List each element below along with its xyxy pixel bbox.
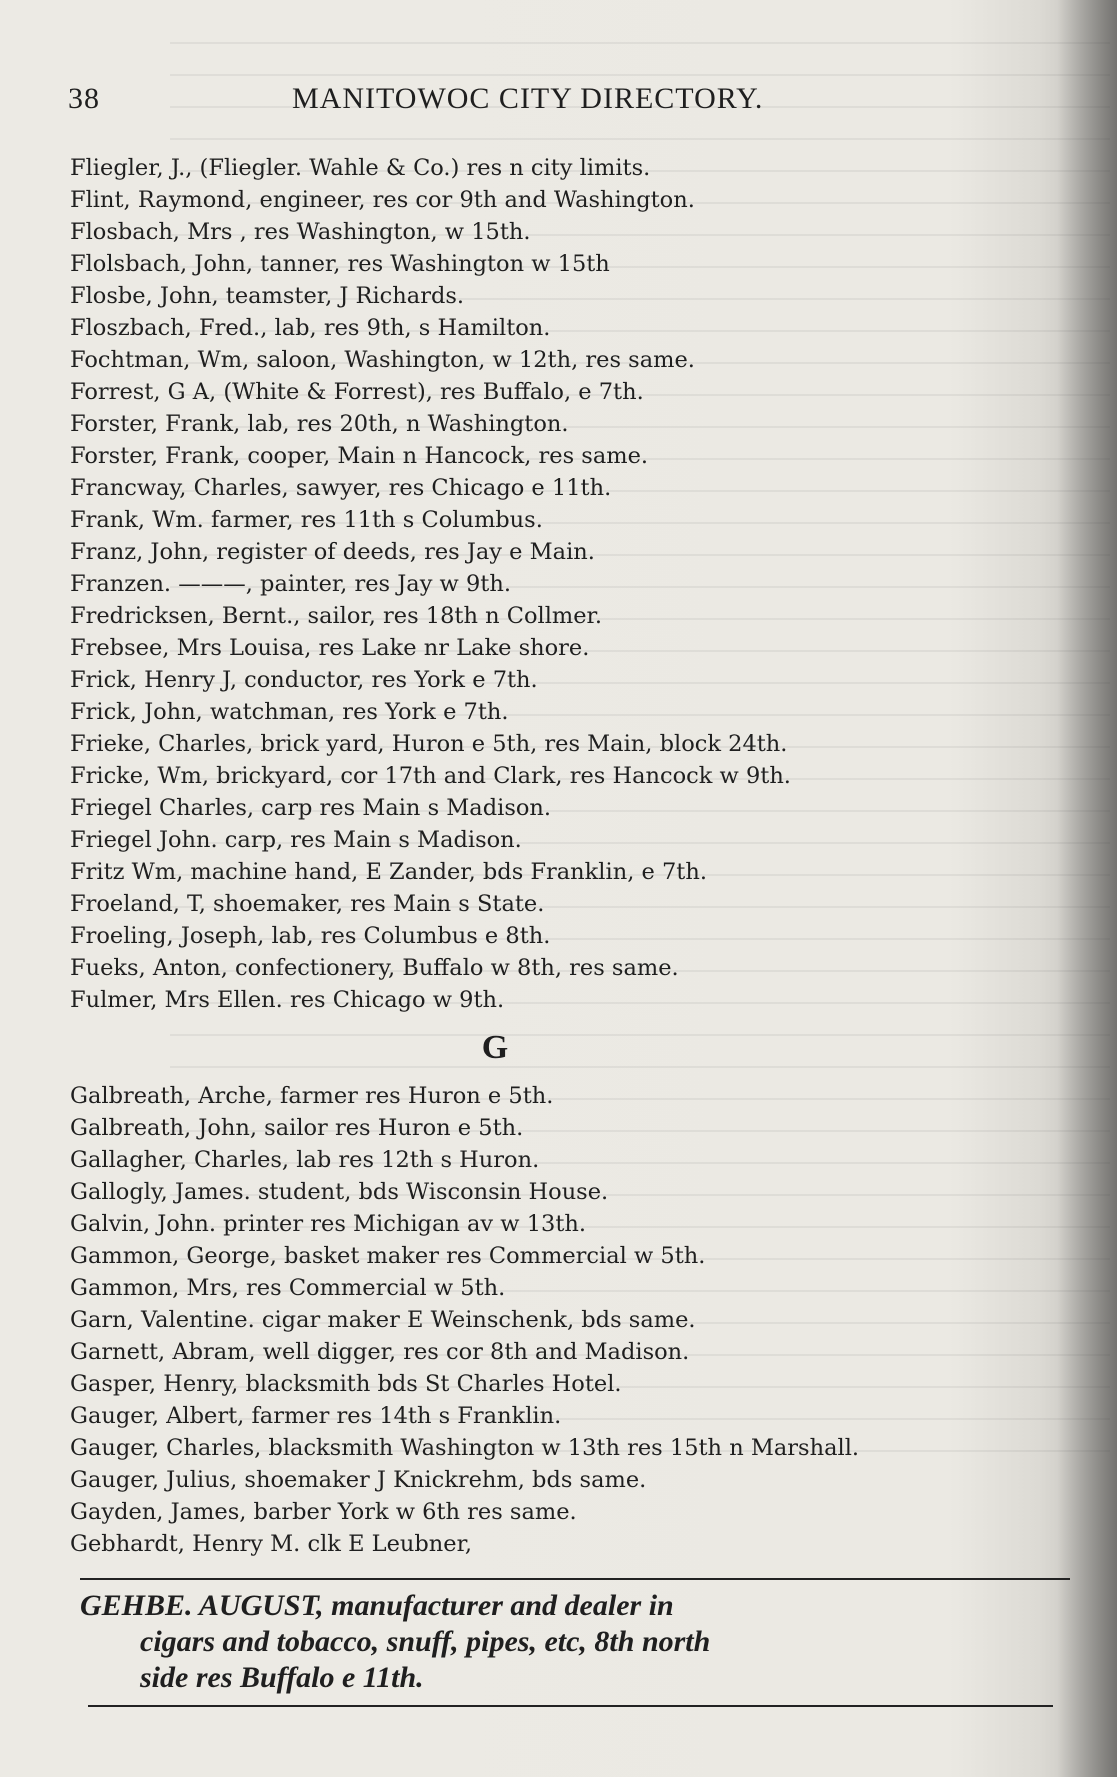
advertisement-bottom-rule	[88, 1705, 1053, 1707]
directory-entry: Friegel Charles, carp res Main s Madison.	[70, 795, 552, 821]
section-letter-heading: G	[481, 1029, 509, 1066]
directory-entry: Garn, Valentine. cigar maker E Weinschenk, bds same.	[70, 1307, 696, 1333]
directory-entry: Frieke, Charles, brick yard, Huron e 5th, res Main, block 24th.	[70, 731, 788, 757]
directory-entry: Frick, John, watchman, res York e 7th.	[70, 699, 509, 725]
page-number: 38	[68, 82, 100, 115]
directory-entry: Frebsee, Mrs Louisa, res Lake nr Lake shore.	[70, 635, 590, 661]
directory-entry: Francway, Charles, sawyer, res Chicago e 11th.	[70, 475, 612, 501]
page-header	[68, 82, 888, 122]
directory-entry: Frick, Henry J, conductor, res York e 7th.	[70, 667, 538, 693]
directory-entry: Frank, Wm. farmer, res 11th s Columbus.	[70, 507, 543, 533]
directory-entry: Flolsbach, John, tanner, res Washington w 15th	[70, 251, 610, 277]
directory-entry: Franz, John, register of deeds, res Jay e Main.	[70, 539, 595, 565]
directory-entry: Flint, Raymond, engineer, res cor 9th and Washington.	[70, 187, 695, 213]
directory-entry: Gallagher, Charles, lab res 12th s Huron.	[70, 1147, 540, 1173]
running-title: MANITOWOC CITY DIRECTORY.	[292, 82, 764, 115]
directory-entry: Gebhardt, Henry M. clk E Leubner,	[70, 1531, 473, 1557]
directory-entry: Fueks, Anton, confectionery, Buffalo w 8th, res same.	[70, 955, 679, 981]
directory-entry: Floszbach, Fred., lab, res 9th, s Hamilton.	[70, 315, 551, 341]
directory-entry: Fredricksen, Bernt., sailor, res 18th n Collmer.	[70, 603, 602, 629]
directory-entry: Gallogly, James. student, bds Wisconsin House.	[70, 1179, 609, 1205]
directory-entry: Friegel John. carp, res Main s Madison.	[70, 827, 522, 853]
directory-entry: Galvin, John. printer res Michigan av w 13th.	[70, 1211, 587, 1237]
directory-entry: Flosbe, John, teamster, J Richards.	[70, 283, 465, 309]
directory-entry: Fritz Wm, machine hand, E Zander, bds Franklin, e 7th.	[70, 859, 707, 885]
directory-entry: Forrest, G A, (White & Forrest), res Buffalo, e 7th.	[70, 379, 644, 405]
directory-entry: Fulmer, Mrs Ellen. res Chicago w 9th.	[70, 987, 505, 1013]
directory-entries	[70, 152, 1030, 1560]
directory-entry: Gasper, Henry, blacksmith bds St Charles Hotel.	[70, 1371, 622, 1397]
advertisement-top-rule	[80, 1578, 1070, 1580]
directory-entry: Gauger, Julius, shoemaker J Knickrehm, bds same.	[70, 1467, 647, 1493]
directory-entry: Garnett, Abram, well digger, res cor 8th and Madison.	[70, 1339, 690, 1365]
advertisement-line: GEHBE. AUGUST, manufacturer and dealer in	[80, 1589, 674, 1622]
directory-entry: Gayden, James, barber York w 6th res same.	[70, 1499, 577, 1525]
directory-entry: Galbreath, Arche, farmer res Huron e 5th.	[70, 1083, 554, 1109]
directory-entry: Gauger, Charles, blacksmith Washington w 13th res 15th n Marshall.	[70, 1435, 860, 1461]
advertisement	[80, 1588, 1070, 1696]
directory-entry: Gammon, George, basket maker res Commercial w 5th.	[70, 1243, 706, 1269]
directory-entry: Fricke, Wm, brickyard, cor 17th and Clark, res Hancock w 9th.	[70, 763, 791, 789]
directory-entry: Froeland, T, shoemaker, res Main s State.	[70, 891, 545, 917]
directory-entry: Franzen. ———, painter, res Jay w 9th.	[70, 571, 511, 597]
directory-entry: Fochtman, Wm, saloon, Washington, w 12th, res same.	[70, 347, 695, 373]
directory-entry: Froeling, Joseph, lab, res Columbus e 8th.	[70, 923, 551, 949]
advertisement-line: cigars and tobacco, snuff, pipes, etc, 8th north	[140, 1625, 711, 1658]
directory-entry: Galbreath, John, sailor res Huron e 5th.	[70, 1115, 524, 1141]
directory-entry: Gammon, Mrs, res Commercial w 5th.	[70, 1275, 506, 1301]
directory-entry: Fliegler, J., (Fliegler. Wahle & Co.) res n city limits.	[70, 155, 651, 181]
directory-entry: Gauger, Albert, farmer res 14th s Franklin.	[70, 1403, 562, 1429]
directory-entry: Forster, Frank, cooper, Main n Hancock, res same.	[70, 443, 649, 469]
advertisement-line: side res Buffalo e 11th.	[140, 1661, 424, 1694]
directory-entry: Flosbach, Mrs , res Washington, w 15th.	[70, 219, 531, 245]
directory-entry: Forster, Frank, lab, res 20th, n Washington.	[70, 411, 569, 437]
book-spine-shadow	[1057, 0, 1117, 1777]
